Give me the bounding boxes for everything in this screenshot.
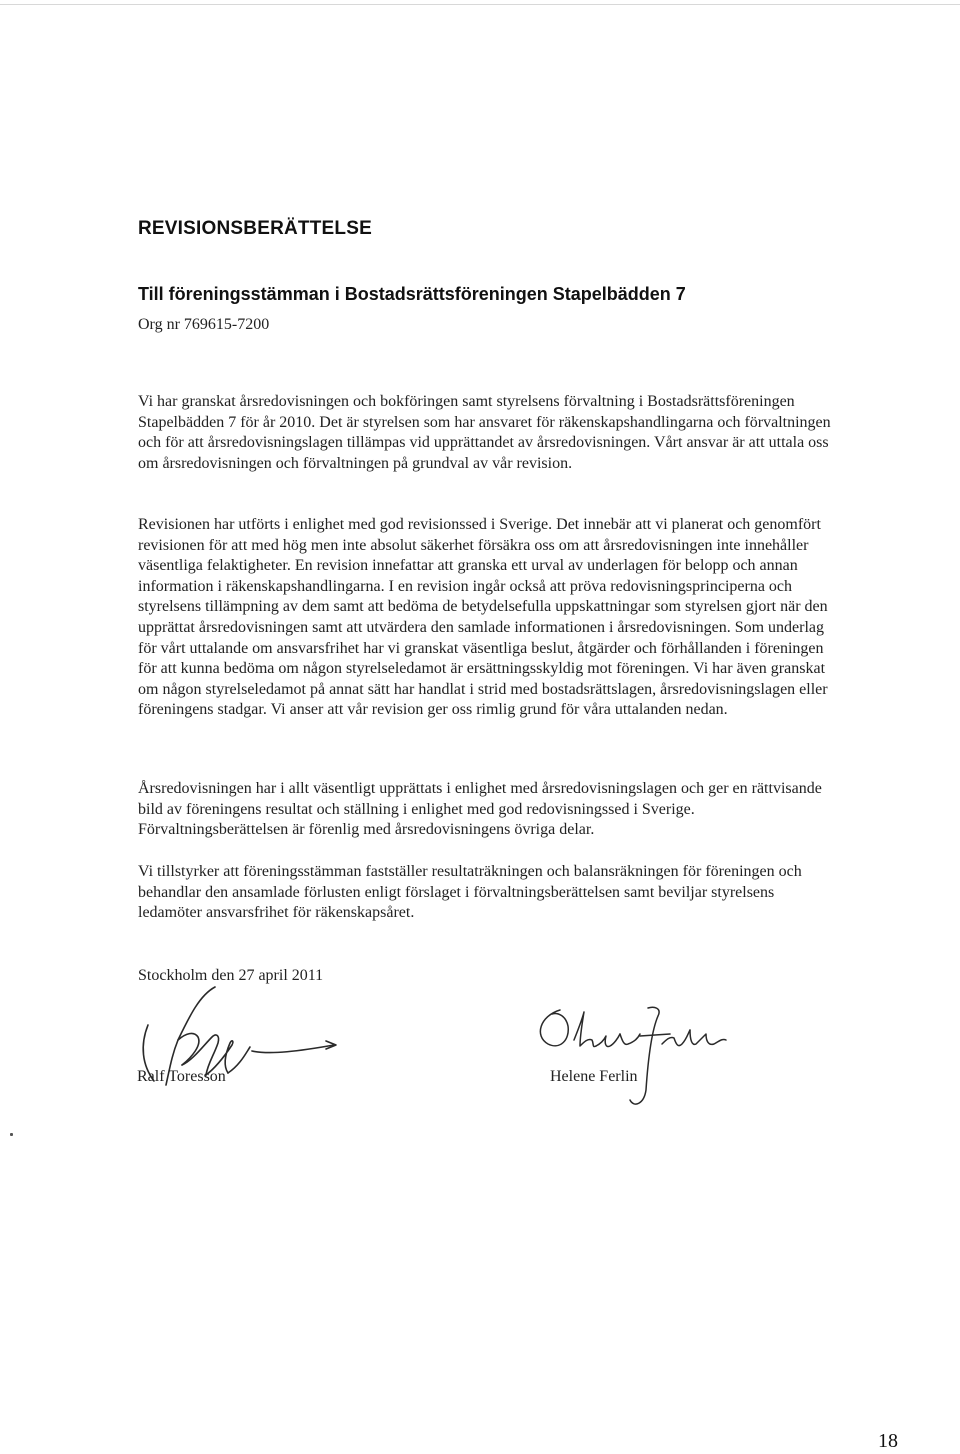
signer-name-right: Helene Ferlin xyxy=(550,1068,638,1085)
signature-left-image xyxy=(120,985,360,1105)
scan-speck xyxy=(10,1133,13,1136)
recipient-heading: Till föreningsstämman i Bostadsrättsföreningen Stapelbädden 7 xyxy=(138,284,686,304)
signature-right-image xyxy=(530,1000,750,1120)
paragraph-recommendation: Vi tillstyrker att föreningsstämman fastställer resultaträkningen och balansräkningen för föreningen och behandlar den ansamlade förlusten enligt förslaget i förvaltningsberättelsen samt beviljar styrelsens ledamöter ansvarsfrihet för räkenskapsåret. xyxy=(138,863,802,922)
signer-name-left: Ralf Toresson xyxy=(137,1068,226,1085)
scan-edge-line xyxy=(0,4,960,5)
paragraph-opinion: Årsredovisningen har i allt väsentligt upprättats i enlighet med årsredovisningslagen och ger en rättvisande bild av föreningens resultat och ställning i enlighet med god redovisningssed i Sverige. Förvaltningsberättelsen är förenlig med årsredovisningens övriga delar. xyxy=(138,780,822,839)
page-number: 18 xyxy=(878,1430,898,1452)
organisation-number: Org nr 769615-7200 xyxy=(138,316,270,333)
paragraph-scope: Vi har granskat årsredovisningen och bokföringen samt styrelsens förvaltning i Bostadsrättsföreningen Stapelbädden 7 för år 2010. Det är styrelsen som har ansvaret för räkenskapshandlingarna och förvaltningen och för att årsredovisningslagen tillämpas vid upprättandet av årsredovisningen. Vårt ansvar är att uttala oss om årsredovisningen och förvaltningen på grundval av vår revision. xyxy=(138,393,831,472)
place-and-date: Stockholm den 27 april 2011 xyxy=(138,967,324,984)
document-title: REVISIONSBERÄTTELSE xyxy=(138,218,372,239)
paragraph-method: Revisionen har utförts i enlighet med god revisionssed i Sverige. Det innebär att vi planerat och genomfört revisionen för att med hög men inte absolut säkerhet försäkra oss om att årsredovisningen inte innehåller väsentliga felaktigheter. En revision innefattar att granska ett urval av underlagen för belopp och annan information i räkenskapshandlingarna. I en revision ingår också att pröva redovisningsprinciperna och styrelsens tillämpning av dem samt att bedöma de betydelsefulla uppskattningar som styrelsen gjort när den upprättat årsredovisningen samt att utvärdera den samlade informationen i årsredovisningen. Som underlag för vårt uttalande om ansvarsfrihet har vi granskat väsentliga beslut, åtgärder och förhållanden i föreningen för att kunna bedöma om någon styrelseledamot är ersättningsskyldig mot föreningen. Vi har även granskat om någon styrelseledamot på annat sätt har handlat i strid med bostadsrättslagen, årsredovisningslagen eller föreningens stadgar. Vi anser att vår revision ger oss rimlig grund för våra uttalanden nedan. xyxy=(138,516,828,719)
